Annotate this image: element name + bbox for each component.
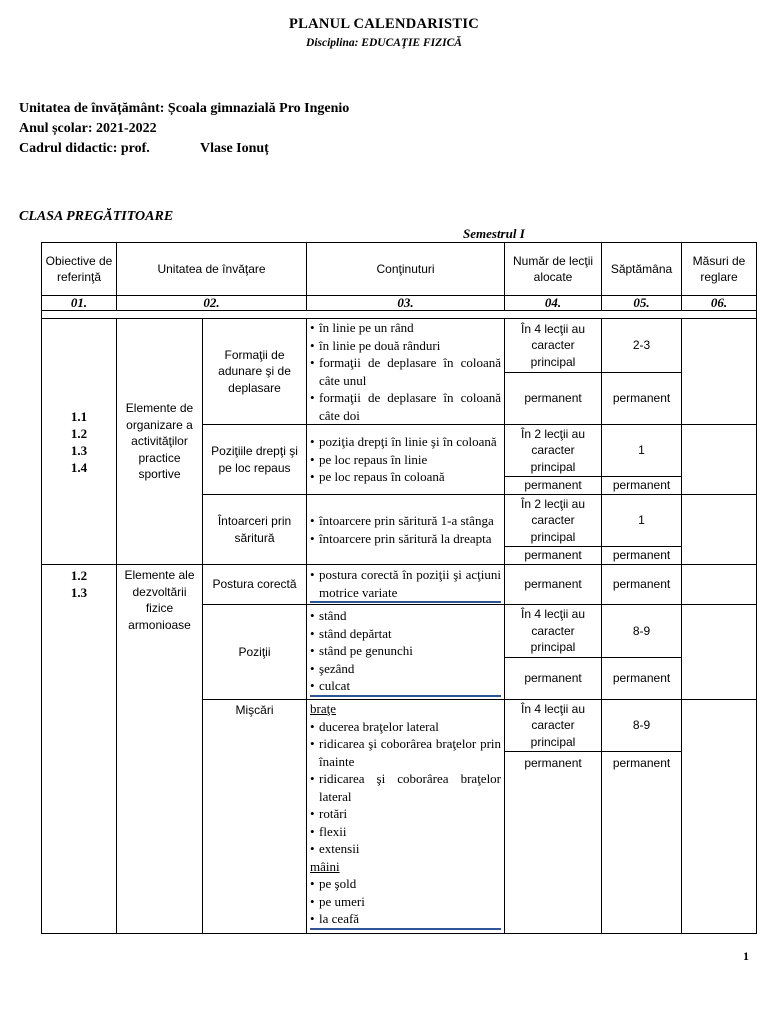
lessons-cell: permanent <box>505 372 602 425</box>
lessons-cell: permanent <box>505 547 602 565</box>
column-number: 06. <box>682 296 757 311</box>
content-item: • poziţia drepţi în linie şi în coloană <box>310 433 501 451</box>
objective-code: 1.4 <box>70 459 88 475</box>
header-contents: Conţinuturi <box>307 243 505 296</box>
measures-cell <box>682 605 757 700</box>
table-row <box>42 319 757 373</box>
teacher-name: Vlase Ionuț <box>200 141 269 156</box>
content-item: • stând pe genunchi <box>310 642 501 660</box>
learning-unit: Elemente de organizare a activităţilor practice sportive <box>117 319 203 565</box>
week-cell: 8-9 <box>602 605 682 658</box>
contents-cell <box>307 605 505 700</box>
lessons-cell: permanent <box>505 477 602 495</box>
column-number: 01. <box>42 296 117 311</box>
header-unit: Unitatea de învăţare <box>117 243 307 296</box>
measures-cell <box>682 700 757 934</box>
calendar-plan-table <box>41 242 757 934</box>
content-subheading: braţe <box>310 701 336 716</box>
contents-cell <box>307 425 505 495</box>
table-row <box>42 565 757 605</box>
content-item: • extensii <box>310 840 501 858</box>
school-year-info: Anul școlar: 2021-2022 <box>19 121 157 136</box>
content-item: • pe loc repaus în coloană <box>310 468 501 486</box>
contents-cell <box>307 565 505 605</box>
teacher-info <box>19 141 269 157</box>
discipline-subtitle: Disciplina: EDUCAŢIE FIZICĂ <box>306 37 462 49</box>
week-cell: 1 <box>602 495 682 547</box>
lessons-cell: În 4 lecţii au caracter principal <box>505 605 602 658</box>
week-cell: permanent <box>602 477 682 495</box>
table-number-row <box>42 296 757 311</box>
content-item: • culcat <box>310 677 501 695</box>
class-label: CLASA PREGĂTITOARE <box>19 209 174 224</box>
content-item: • postura corectă în poziţii şi acţiuni motrice variate <box>310 566 501 601</box>
lessons-cell: În 2 lecţii au caracter principal <box>505 495 602 547</box>
week-cell: permanent <box>602 565 682 605</box>
header-week: Săptămâna <box>602 243 682 296</box>
week-cell: 8-9 <box>602 700 682 752</box>
objective-code: 1.3 <box>70 585 88 600</box>
measures-cell <box>682 565 757 605</box>
sub-unit: Întoarceri prin săritură <box>203 495 307 565</box>
sub-unit: Poziţii <box>203 605 307 700</box>
lessons-cell: permanent <box>505 565 602 605</box>
content-item: • flexii <box>310 823 501 841</box>
table-header-row <box>42 243 757 296</box>
content-item: • ridicarea şi coborârea braţelor lateral <box>310 770 501 805</box>
content-item: • stând <box>310 607 501 625</box>
contents-cell <box>307 319 505 425</box>
week-cell: permanent <box>602 658 682 700</box>
week-cell: permanent <box>602 752 682 774</box>
spacer-cell <box>42 311 757 319</box>
column-number: 04. <box>505 296 602 311</box>
week-cell <box>602 774 682 934</box>
school-info: Unitatea de învățământ: Școala gimnazială Pro Ingenio <box>19 101 350 116</box>
content-item: • la ceafă <box>310 910 501 928</box>
content-item: • întoarcere prin săritură 1-a stânga <box>310 512 501 530</box>
lessons-cell: În 4 lecţii au caracter principal <box>505 700 602 752</box>
sub-unit: Postura corectă <box>203 565 307 605</box>
lessons-cell: În 4 lecţii au caracter principal <box>505 319 602 373</box>
content-item: • în linie pe un rând <box>310 319 501 337</box>
week-cell: permanent <box>602 372 682 425</box>
header-objectives: Obiective de referinţă <box>42 243 117 296</box>
sub-unit: Mişcări <box>203 700 307 934</box>
lessons-cell: În 2 lecţii au caracter principal <box>505 425 602 477</box>
page-title: PLANUL CALENDARISTIC <box>288 16 480 32</box>
content-item: • formaţii de deplasare în coloană câte doi <box>310 389 501 424</box>
sub-unit: Formaţii de adunare şi de deplasare <box>203 319 307 425</box>
objective-code: 1.3 <box>70 442 88 458</box>
content-item: • pe şold <box>310 875 501 893</box>
content-item: • pe umeri <box>310 893 501 911</box>
semester-label: Semestrul I <box>463 226 525 241</box>
sub-unit: Poziţiile drepţi şi pe loc repaus <box>203 425 307 495</box>
column-number: 05. <box>602 296 682 311</box>
week-cell: 1 <box>602 425 682 477</box>
content-item: • rotări <box>310 805 501 823</box>
objective-code: 1.2 <box>70 425 88 441</box>
column-number: 03. <box>307 296 505 311</box>
content-item: • ridicarea şi coborârea braţelor prin înainte <box>310 735 501 770</box>
objective-code: 1.2 <box>70 568 88 583</box>
content-item: • stând depărtat <box>310 625 501 643</box>
lessons-cell <box>505 774 602 934</box>
column-number: 02. <box>117 296 307 311</box>
week-cell: permanent <box>602 547 682 565</box>
header-measures: Măsuri de reglare <box>682 243 757 296</box>
teacher-label: Cadrul didactic: prof. <box>19 141 150 156</box>
header-lessons: Număr de lecţii alocate <box>505 243 602 296</box>
content-item: • pe loc repaus în linie <box>310 451 501 469</box>
contents-cell <box>307 495 505 565</box>
measures-cell <box>682 319 757 425</box>
content-item: • ducerea braţelor lateral <box>310 718 501 736</box>
objectives-cell <box>42 565 117 934</box>
content-item: • întoarcere prin săritură la dreapta <box>310 530 501 548</box>
week-cell: 2-3 <box>602 319 682 373</box>
measures-cell <box>682 495 757 565</box>
lessons-cell: permanent <box>505 658 602 700</box>
content-item: • în linie pe două rânduri <box>310 337 501 355</box>
learning-unit: Elemente ale dezvoltării fizice armonioase <box>117 565 203 934</box>
content-subheading: mâini <box>310 858 340 874</box>
objectives-cell <box>42 319 117 565</box>
objective-code: 1.1 <box>70 408 88 424</box>
content-item: • formaţii de deplasare în coloană câte unul <box>310 354 501 389</box>
page-number: 1 <box>743 949 749 963</box>
table-spacer <box>42 311 757 319</box>
measures-cell <box>682 425 757 495</box>
content-item: • şezând <box>310 660 501 678</box>
contents-cell <box>307 700 505 934</box>
lessons-cell: permanent <box>505 752 602 774</box>
